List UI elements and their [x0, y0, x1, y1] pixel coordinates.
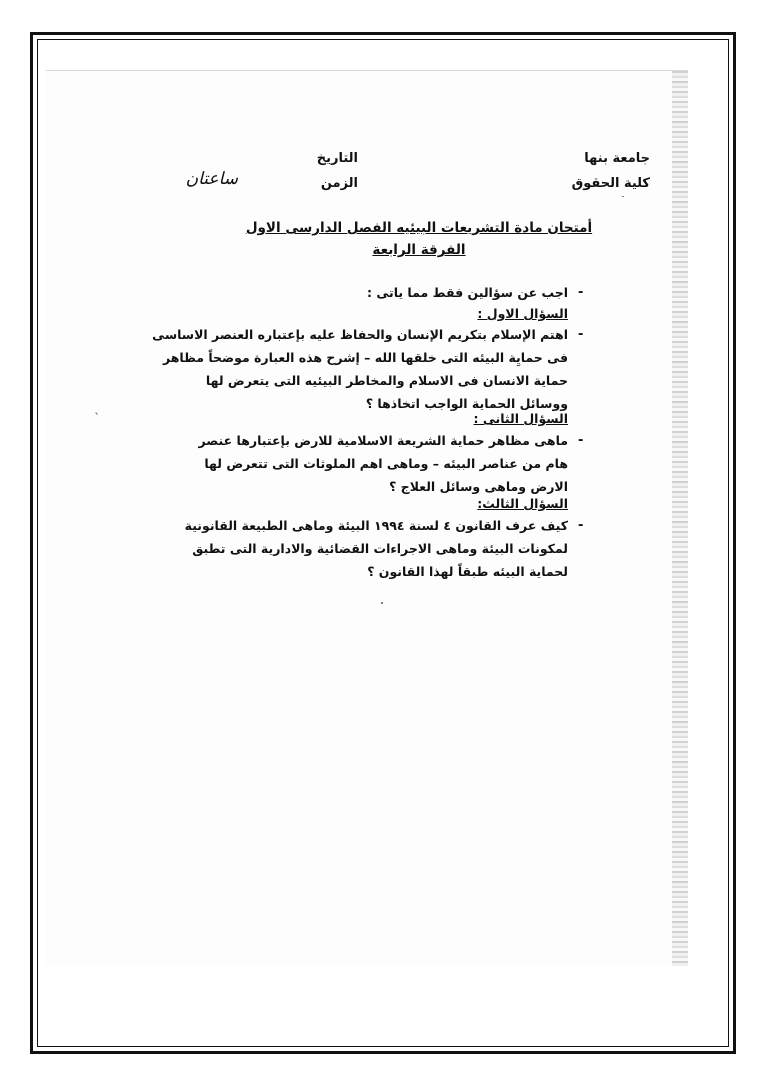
- bullet-dash: -: [578, 433, 584, 448]
- scan-speck: [622, 196, 624, 197]
- scan-edge-noise: [672, 71, 688, 966]
- question-3-line-2: لمكونات البيئة وماهى الاجراءات القضائية والادارية التى تطبق: [192, 541, 568, 556]
- bullet-dash: -: [578, 285, 584, 300]
- exam-level: الفرقة الرابعة: [372, 242, 466, 258]
- question-1-heading: السؤال الاول :: [477, 306, 568, 321]
- question-1-line-1: اهتم الإسلام بتكريم الإنسان والحفاظ عليه بإعتباره العنصر الاساسى: [152, 327, 568, 342]
- question-2-line-3: الارض وماهى وسائل العلاج ؟: [389, 479, 568, 494]
- exam-instruction: اجب عن سؤالين فقط مما ياتى :: [367, 285, 568, 300]
- date-label: التاريخ: [316, 151, 358, 166]
- time-value-handwritten: ساعتان: [185, 169, 238, 189]
- question-2-line-2: هام من عناصر البيئه – وماهى اهم الملوثات التى تتعرض لها: [204, 456, 568, 471]
- scan-speck: [381, 602, 383, 604]
- bullet-dash: -: [578, 518, 584, 533]
- question-2-heading: السؤال الثانى :: [473, 411, 568, 426]
- faculty-name: كلية الحقوق: [571, 176, 650, 191]
- question-2-line-1: ماهى مظاهر حماية الشريعة الاسلامية للارض بإعتبارها عنصر: [198, 433, 568, 448]
- exam-title: أمتحان مادة التشريعات البيئيه الفصل الدارسى الاول: [245, 220, 593, 236]
- question-1-line-2: فى حمايِة البيئه التى خلقها الله – إشرح هذه العبارة موضحاً مظاهر: [162, 350, 568, 365]
- university-name: جامعة بنها: [584, 151, 650, 166]
- question-3-line-3: لحماية البيئه طبقاً لهذا القانون ؟: [367, 564, 568, 579]
- question-3-heading: السؤال الثالث:: [477, 496, 568, 511]
- question-1-line-4: ووسائل الحماية الواجب اتخاذها ؟: [365, 396, 568, 411]
- bullet-dash: -: [578, 327, 584, 342]
- time-label: الزمن: [320, 176, 358, 191]
- question-1-line-3: حماية الانسان فى الاسلام والمخاطر البيئيه التى يتعرض لها: [205, 373, 568, 388]
- question-3-line-1: كيف عرف القانون ٤ لسنة ١٩٩٤ البيئة وماهى الطبيعة القانونية: [184, 518, 568, 533]
